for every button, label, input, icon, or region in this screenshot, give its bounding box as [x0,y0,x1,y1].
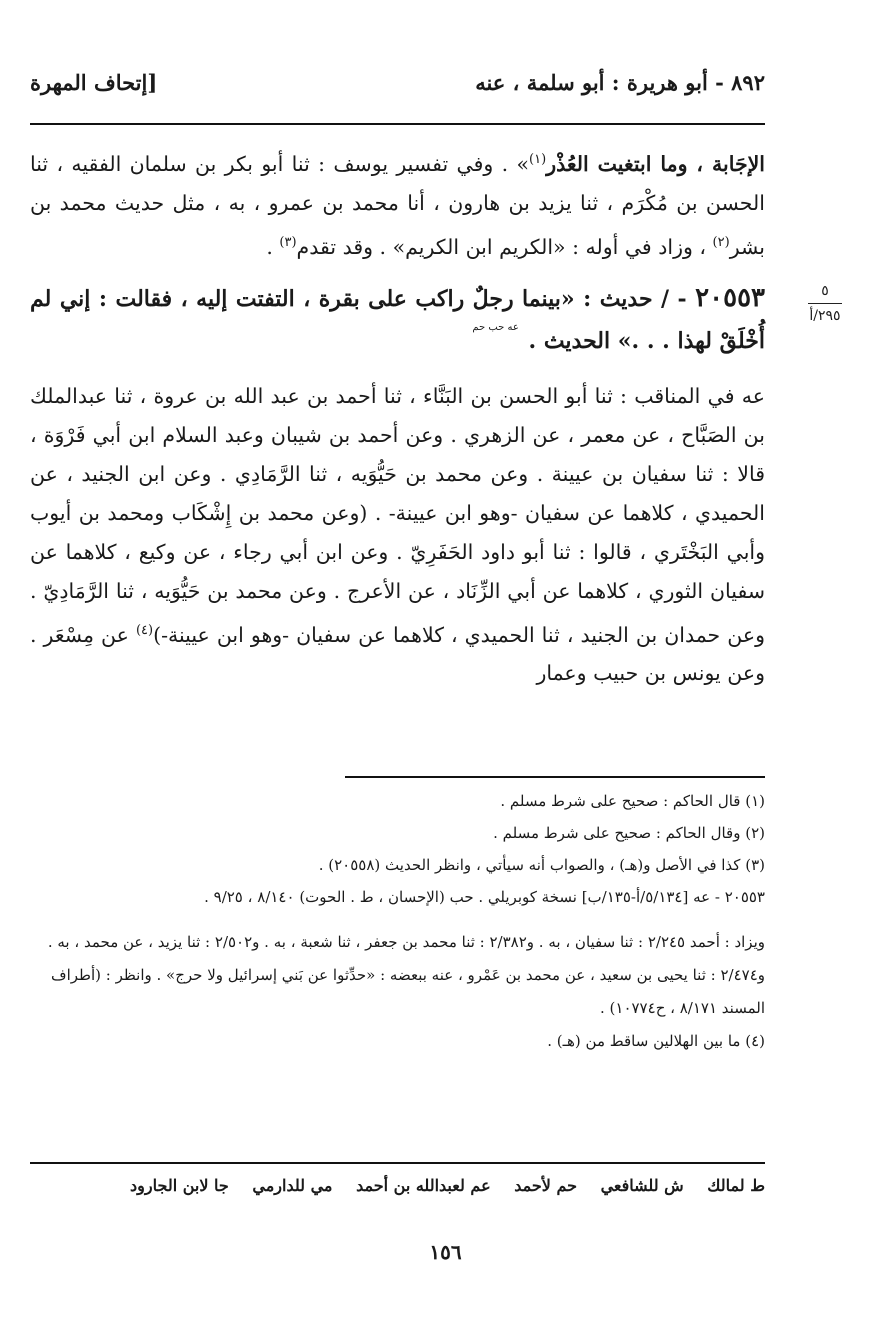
siglum-ibn-jarud: جا لابن الجارود [130,1176,229,1195]
margin-folio-note [800,283,850,324]
siglum-abdullah: عم لعبدالله بن أحمد [356,1176,491,1195]
siglum-ahmad: حم لأحمد [514,1176,577,1195]
paragraph-1-text: » . وفي تفسير يوسف : ثنا أبو بكر بن سلمان الفقيه ، ثنا الحسن بن مُكْرَم ، ثنا يزيد بن هارون ، أنا محمد بن عمرو ، به ، مثل حديث محمد بن بشر [30,151,765,259]
footnote-hadith-sources: ٢٠٥٥٣ - عه [٥/١٣٤/أ-١٣٥/ب] نسخة كوبريلي . حب (الإحسان ، ط . الحوت) ٨/١٤٠ ، ٩/٢٥ . [204,888,765,906]
paragraph-2-text: عه في المناقب : ثنا أبو الحسن بن البَنَّاء ، ثنا أحمد بن عبد الله بن عروة ، ثنا عبدالملك بن الصَبَّاح ، عن معمر ، عن الزهري . وعن أحمد بن شيبان وعبد السلام ابن أبي فَرْوَة ، قالا : ثنا سفيان بن عيينة . وعن محمد بن حَيُّوَيه ، ثنا الرَّمَادِي . وعن ابن الجنيد ، عن الحميدي ، كلاهما عن سفيان -وهو ابن عيينة- . (وعن محمد بن إِشْكَاب ومحمد بن أيوب وأبي البَخْتَري ، قالوا : ثنا أبو داود الحَفَرِيّ . وعن ابن أبي رجاء ، عن وكيع ، كلاهما عن سفيان الثوري ، كلاهما عن أبي الزِّنَاد ، عن الأعرج . وعن محمد بن حَيُّوَيه ، ثنا الرَّمَادِيّ . وعن حمدان بن الجنيد ، ثنا الحميدي ، كلاهما عن سفيان -وهو ابن عيينة-) [30,383,765,647]
paragraph-1 [30,140,765,267]
paragraph-1-text-2: ، وزاد في أوله : «الكريم ابن الكريم» . وقد تقدم [296,234,707,259]
sigla-rule [30,1162,765,1164]
paragraph-1-end: . [266,234,273,259]
page-number: ١٥٦ [429,1240,462,1264]
paragraph-2-end: عن مِسْعَر . وعن يونس بن حبيب وعمار [30,622,765,686]
book-title: [إتحاف المهرة [30,70,158,95]
footnote-1: (١) قال الحاكم : صحيح على شرط مسلم . [500,792,765,810]
sigla-legend [30,1176,765,1195]
hadith-text: - / حديث : «بينما رجلٌ راكب على بقرة ، التفتت إليه ، فقالت : إني لم أُخْلَقْ لهذا . . .» الحديث . [30,285,765,354]
siglum-darimi: مي للدارمي [252,1176,333,1195]
footnote-4: (٤) ما بين الهلالين ساقط من (هـ) . [547,1032,765,1050]
footnote-gap [30,914,765,926]
hadith-heading [30,277,765,367]
footnote-additions: ويزاد : أحمد ٢/٢٤٥ : ثنا سفيان ، به . و٢/٣٨٢ : ثنا محمد بن جعفر ، ثنا شعبة ، به . و٢/٥٠٢ : ثنا يزيد ، عن محمد ، به . و٢/٤٧٤ : ثنا يحيى بن سعيد ، عن محمد بن عَمْرو ، عنه ببعضه : «حدِّثوا عن بَني إسرائيل ولا حرج» . وانظر : (أطراف المسند ٨/١٧١ ، ح١٠٧٧٤) . [47,933,765,1017]
margin-note-bottom: ٢٩٥/أ [809,308,841,324]
margin-note-top: ٥ [821,283,829,299]
header-rule [30,123,765,125]
footnote-rule [345,776,765,778]
page-header [30,70,765,110]
paragraph-1-lead: الإجَابة ، وما ابتغيت العُذْر [546,151,765,176]
margin-note-divider [808,303,842,304]
hadith-sigla-small: عه حب حم [472,321,519,333]
hadith-number: ٢٠٥٥٣ [695,282,765,313]
footnote-ref-2: (٢) [712,234,730,250]
footnotes [30,785,765,1057]
running-title: ٨٩٢ - أبو هريرة : أبو سلمة ، عنه [475,70,765,95]
siglum-malik: ط لمالك [707,1176,765,1195]
footnote-3: (٣) كذا في الأصل و(هـ) ، والصواب أنه سيأتي ، وانظر الحديث (٢٠٥٥٨) . [318,856,765,874]
footnote-ref-4: (٤) [135,622,154,638]
footnote-ref-1: (١) [529,152,547,167]
footnote-ref-3: (٣) [279,234,297,250]
siglum-shafii: ش للشافعي [600,1176,684,1195]
footnote-2: (٢) وقال الحاكم : صحيح على شرط مسلم . [493,824,765,842]
paragraph-2 [30,377,765,694]
main-text [30,140,765,693]
